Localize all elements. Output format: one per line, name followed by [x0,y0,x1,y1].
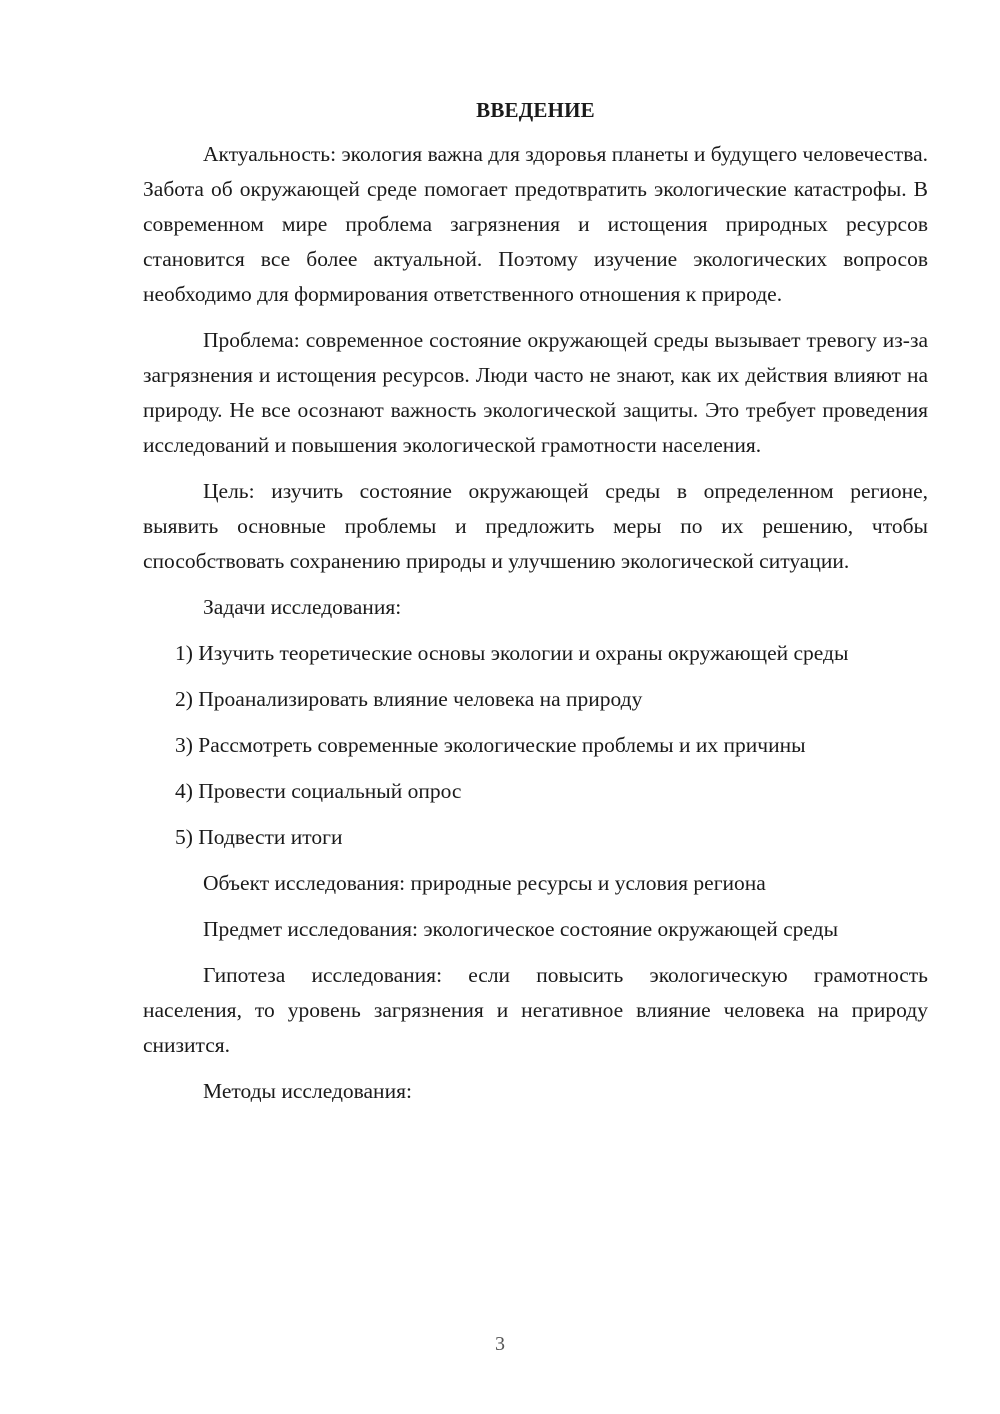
paragraph-relevance: Актуальность: экология важна для здоровья планеты и будущего человечества. Забота об окружающей среде помогает предотвратить экологические катастрофы. В современном мире проблема загрязнения и истощения природных ресурсов становится все более актуальной. Поэтому изучение экологических вопросов необходимо для формирования ответственного отношения к природе. [143,142,928,306]
task-item-4: 4) Провести социальный опрос [175,779,462,803]
paragraph-object: Объект исследования: природные ресурсы и условия региона [203,871,766,895]
document-page [143,95,928,1120]
page-title: ВВЕДЕНИЕ [476,98,595,122]
methods-heading: Методы исследования: [203,1079,412,1103]
paragraph-goal: Цель: изучить состояние окружающей среды в определенном регионе, выявить основные проблемы и предложить меры по их решению, чтобы способствовать сохранению природы и улучшению экологической ситуации. [143,479,928,573]
paragraph-hypothesis: Гипотеза исследования: если повысить экологическую грамотность населения, то уровень загрязнения и негативное влияние человека на природу снизится. [143,963,928,1057]
paragraph-subject: Предмет исследования: экологическое состояние окружающей среды [203,917,839,941]
task-item-3: 3) Рассмотреть современные экологические проблемы и их причины [175,733,806,757]
task-item-5: 5) Подвести итоги [175,825,343,849]
tasks-heading: Задачи исследования: [203,595,402,619]
task-item-1: 1) Изучить теоретические основы экологии и охраны окружающей среды [175,641,849,665]
page-number: 3 [495,1333,505,1355]
task-item-2: 2) Проанализировать влияние человека на природу [175,687,643,711]
paragraph-problem: Проблема: современное состояние окружающей среды вызывает тревогу из-за загрязнения и истощения ресурсов. Люди часто не знают, как их действия влияют на природу. Не все осознают важность экологической защиты. Это требует проведения исследований и повышения экологической грамотности населения. [143,328,928,457]
